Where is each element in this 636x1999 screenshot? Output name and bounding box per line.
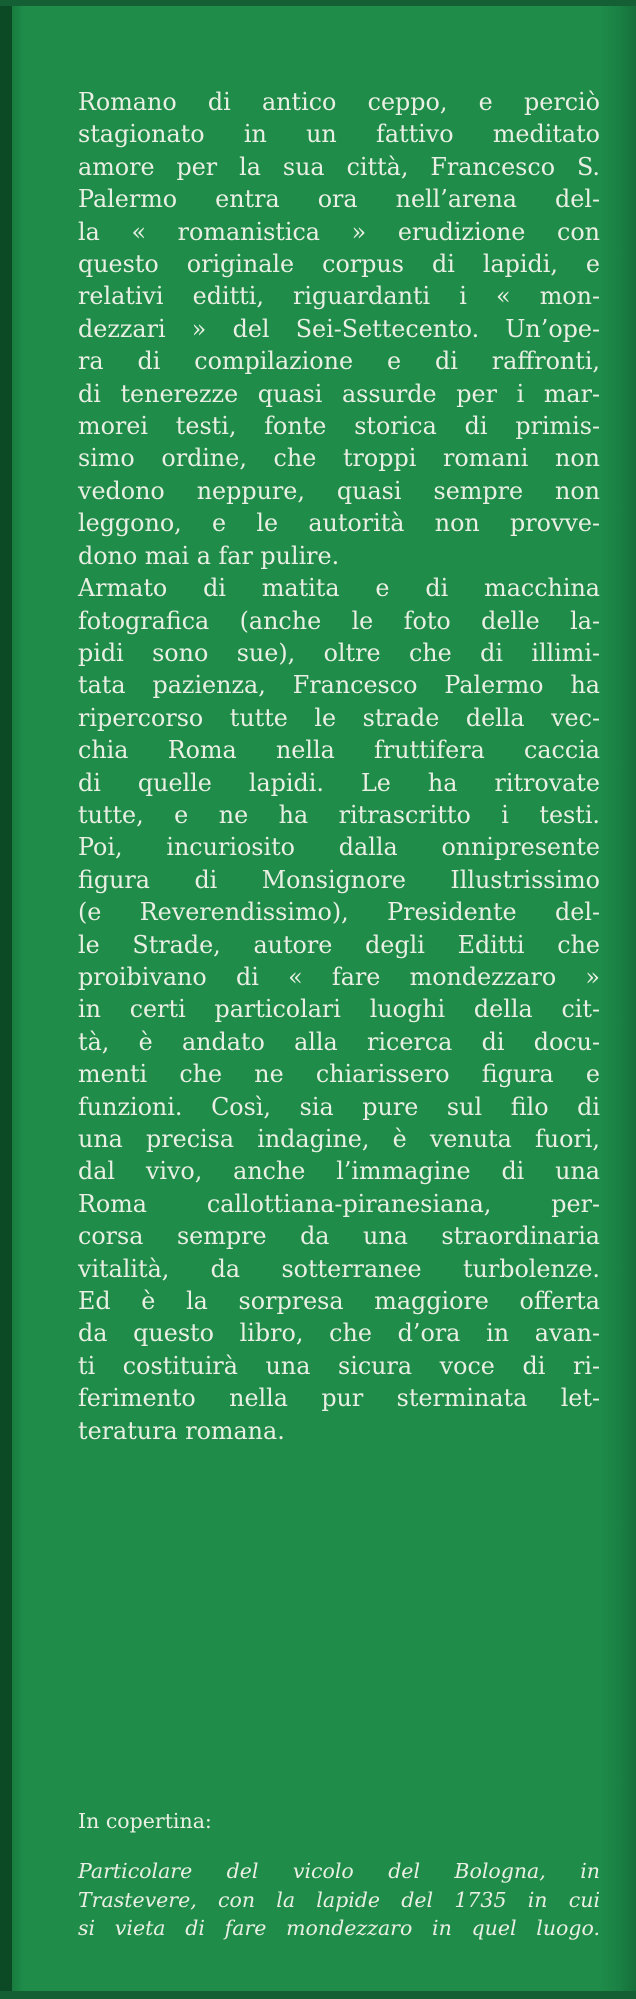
blurb-line: tutte, e ne ha ritrascritto i testi. xyxy=(78,800,600,829)
blurb-text xyxy=(78,86,600,1447)
blurb-line: funzioni. Così, sia pure sul filo di xyxy=(78,1092,600,1121)
blurb-line: Romano di antico ceppo, e perciò xyxy=(78,88,600,116)
blurb-line: di quelle lapidi. Le ha ritrovate xyxy=(78,768,600,797)
caption-line: Particolare del vicolo del Bologna, in xyxy=(78,1859,600,1883)
blurb-line: leggono, e le autorità non provve- xyxy=(78,509,600,538)
blurb-line: corsa sempre da una straordinaria xyxy=(78,1222,600,1251)
blurb-line: vitalità, da sotterranee turbolenze. xyxy=(78,1254,600,1283)
blurb-line: proibivano di « fare mondezzaro » xyxy=(78,962,600,991)
blurb-line: Poi, incuriosito dalla onnipresente xyxy=(78,833,600,862)
spine-edge xyxy=(0,0,12,1999)
blurb-line: Ed è la sorpresa maggiore offerta xyxy=(78,1287,600,1316)
blurb-line: morei testi, fonte storica di primis- xyxy=(78,412,600,441)
blurb-line: amore per la sua città, Francesco S. xyxy=(78,152,600,181)
blurb-line: ripercorso tutte le strade della vec- xyxy=(78,703,600,732)
caption-heading: In copertina: xyxy=(78,1809,212,1833)
blurb-line: le Strade, autore degli Editti che xyxy=(78,930,600,959)
blurb-line: questo originale corpus di lapidi, e xyxy=(78,250,600,279)
blurb-line: stagionato in un fattivo meditato xyxy=(78,120,600,149)
blurb-line: (e Reverendissimo), Presidente del- xyxy=(78,898,600,927)
blurb-line: vedono neppure, quasi sempre non xyxy=(78,476,600,505)
blurb-line: relativi editti, riguardanti i « mon- xyxy=(78,282,600,311)
blurb-line: figura di Monsignore Illustrissimo xyxy=(78,865,600,894)
caption-text xyxy=(78,1857,600,1943)
blurb-line: ti costituirà una sicura voce di ri- xyxy=(78,1351,600,1380)
blurb-line: la « romanistica » erudizione con xyxy=(78,217,600,246)
blurb-line: dezzari » del Sei-Settecento. Un’ope- xyxy=(78,314,600,343)
top-edge xyxy=(0,0,636,6)
blurb-line: ra di compilazione e di raffronti, xyxy=(78,347,600,376)
blurb-line: ferimento nella pur sterminata let- xyxy=(78,1384,600,1413)
blurb-line: menti che ne chiarissero figura e xyxy=(78,1060,600,1089)
blurb-line: simo ordine, che troppi romani non xyxy=(78,444,600,473)
blurb-line: tà, è andato alla ricerca di docu- xyxy=(78,1027,600,1056)
blurb-line: Armato di matita e di macchina xyxy=(78,574,600,603)
caption-line: si vieta di fare mondezzaro in quel luogo. xyxy=(78,1916,600,1941)
caption-line: Trastevere, con la lapide del 1735 in cui xyxy=(78,1887,600,1912)
bottom-edge xyxy=(0,1991,636,1999)
blurb-line: da questo libro, che d’ora in avan- xyxy=(78,1319,600,1348)
blurb-line: chia Roma nella fruttifera caccia xyxy=(78,736,600,765)
blurb-line: pidi sono sue), oltre che di illimi- xyxy=(78,638,600,667)
blurb-line: Roma callottiana-piranesiana, per- xyxy=(78,1189,600,1218)
blurb-line: una precisa indagine, è venuta fuori, xyxy=(78,1125,600,1153)
blurb-line: dono mai a far pulire. xyxy=(78,541,340,570)
blurb-line: teratura romana. xyxy=(78,1416,285,1445)
blurb-line: Palermo entra ora nell’arena del- xyxy=(78,185,600,214)
blurb-line: di tenerezze quasi assurde per i mar- xyxy=(78,379,600,408)
blurb-line: tata pazienza, Francesco Palermo ha xyxy=(78,671,600,700)
blurb-line: dal vivo, anche l’immagine di una xyxy=(78,1157,600,1186)
blurb-line: in certi particolari luoghi della cit- xyxy=(78,995,600,1024)
blurb-line: fotografica (anche le foto delle la- xyxy=(78,606,600,635)
